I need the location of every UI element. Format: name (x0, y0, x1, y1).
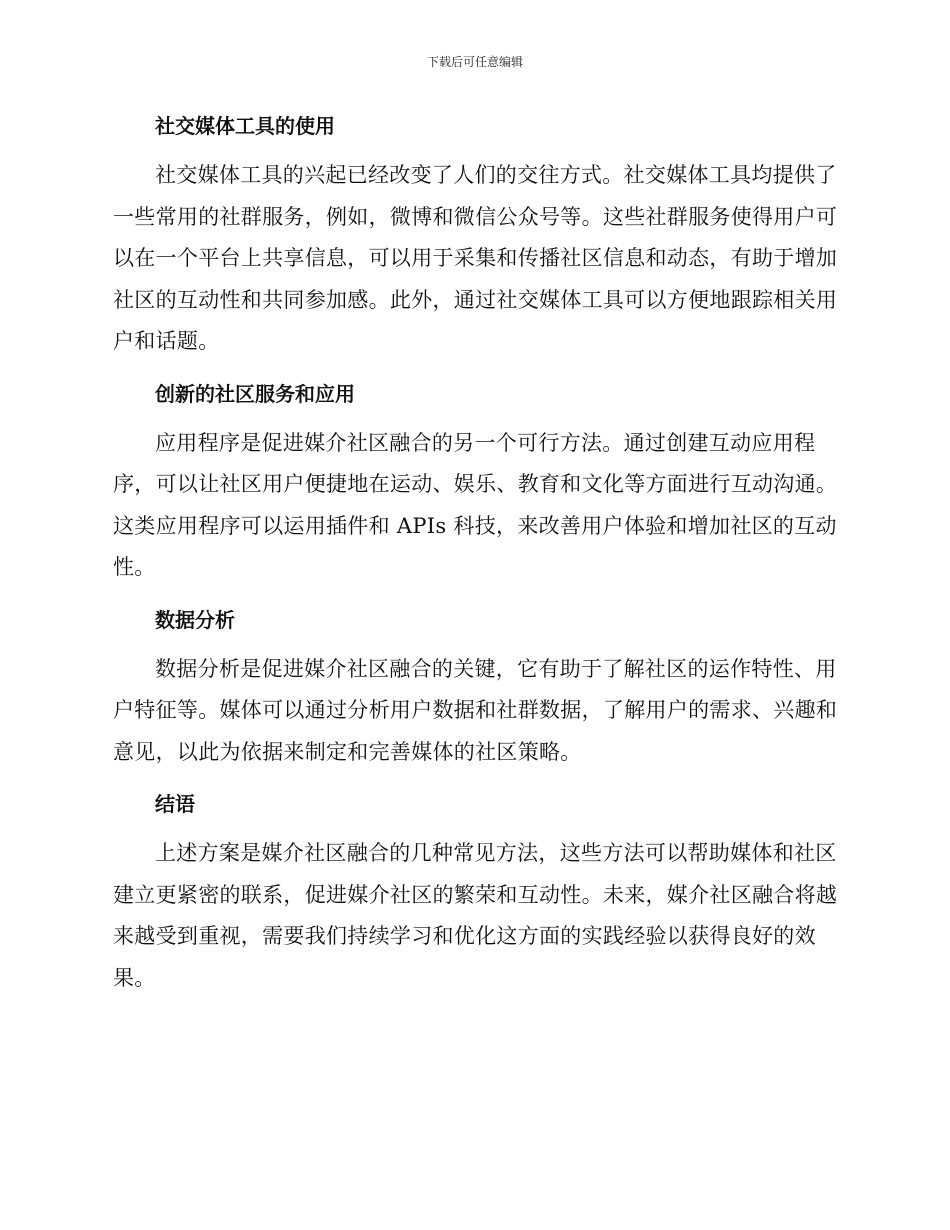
section-paragraph: 上述方案是媒介社区融合的几种常见方法，这些方法可以帮助媒体和社区建立更紧密的联系，促进媒介社区的繁荣和互动性。未来，媒介社区融合将越来越受到重视，需要我们持续学习和优化这方面的实践经验以获得良好的效果。 (113, 841, 838, 990)
document-content (113, 111, 838, 1015)
section-heading: 社交媒体工具的使用 (155, 114, 335, 138)
section-social-media-tools (113, 111, 838, 363)
section-paragraph: 数据分析是促进媒介社区融合的关键，它有助于了解社区的运作特性、用户特征等。媒体可以通过分析用户数据和社群数据，了解用户的需求、兴趣和意见，以此为依据来制定和完善媒体的社区策略。 (113, 656, 838, 764)
section-data-analysis (113, 605, 838, 774)
section-heading: 创新的社区服务和应用 (155, 381, 355, 406)
section-paragraph: 应用程序是促进媒介社区融合的另一个可行方法。通过创建互动应用程序，可以让社区用户便捷地在运动、娱乐、教育和文化等方面进行互动沟通。这类应用程序可以运用插件和 APIs 科技，来改善用户体验和增加社区的互动性。 (113, 430, 838, 579)
section-heading: 数据分析 (155, 607, 235, 632)
section-conclusion (113, 789, 838, 999)
section-heading: 结语 (155, 792, 195, 816)
section-innovative-services (113, 379, 838, 589)
section-paragraph: 社交媒体工具的兴起已经改变了人们的交往方式。社交媒体工具均提供了一些常用的社群服务，例如，微博和微信公众号等。这些社群服务使得用户可以在一个平台上共享信息，可以用于采集和传播社区信息和动态，有助于增加社区的互动性和共同参加感。此外，通过社交媒体工具可以方便地跟踪相关用户和话题。 (113, 163, 838, 353)
header-note: 下载后可任意编辑 (426, 55, 523, 69)
